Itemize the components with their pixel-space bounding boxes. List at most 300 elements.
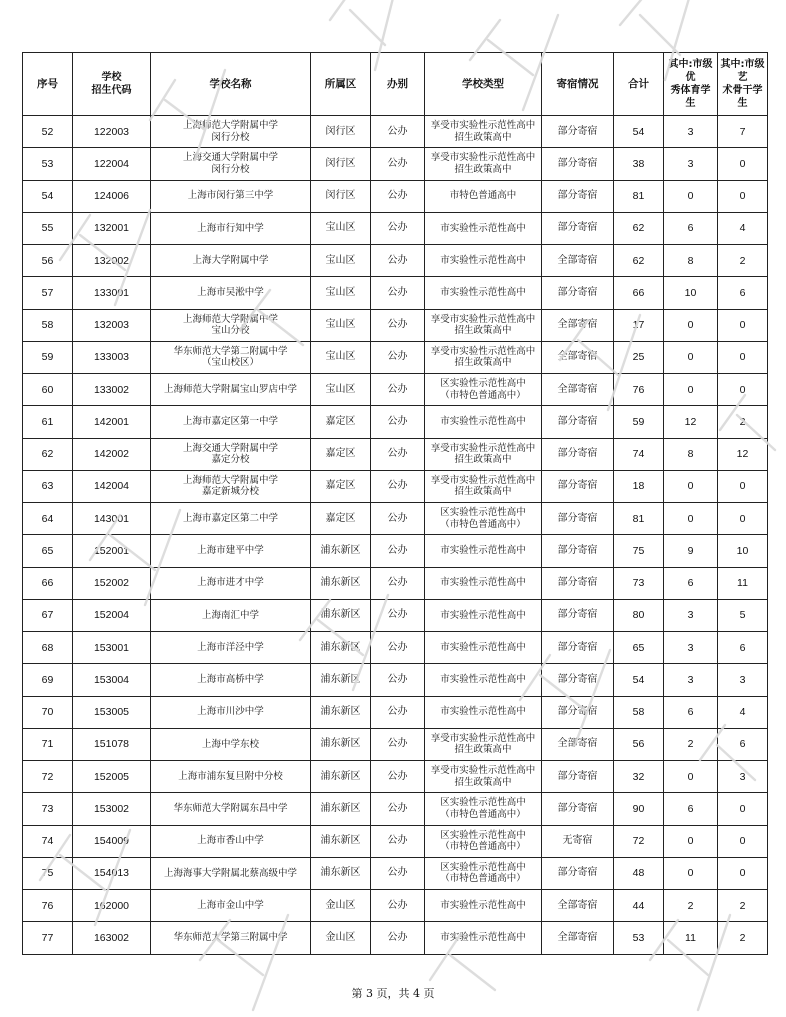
row-boarding: 部分寄宿 [542, 599, 614, 631]
header-type: 学校类型 [425, 53, 542, 116]
row-school-name: 上海南汇中学 [151, 599, 311, 631]
row-seq: 54 [23, 180, 73, 212]
row-sports: 0 [664, 470, 718, 502]
row-seq: 65 [23, 535, 73, 567]
row-boarding: 部分寄宿 [542, 503, 614, 535]
row-seq: 59 [23, 341, 73, 373]
table-row [23, 341, 768, 373]
row-total: 66 [614, 277, 664, 309]
row-district: 宝山区 [311, 309, 371, 341]
row-code: 152001 [73, 535, 151, 567]
row-ownership: 公办 [371, 793, 425, 825]
row-total: 48 [614, 857, 664, 889]
row-code: 142001 [73, 406, 151, 438]
row-total: 56 [614, 728, 664, 760]
row-code: 152005 [73, 761, 151, 793]
row-school-name: 上海师范大学附属中学 闵行分校 [151, 116, 311, 148]
table-row [23, 728, 768, 760]
row-total: 73 [614, 567, 664, 599]
row-district: 闵行区 [311, 180, 371, 212]
row-seq: 53 [23, 148, 73, 180]
row-total: 81 [614, 503, 664, 535]
row-school-name: 上海市嘉定区第一中学 [151, 406, 311, 438]
row-arts: 6 [718, 277, 768, 309]
row-arts: 2 [718, 245, 768, 277]
row-ownership: 公办 [371, 567, 425, 599]
row-district: 宝山区 [311, 245, 371, 277]
row-seq: 55 [23, 212, 73, 244]
table-row [23, 632, 768, 664]
row-sports: 8 [664, 438, 718, 470]
row-school-name: 上海市嘉定区第二中学 [151, 503, 311, 535]
row-ownership: 公办 [371, 857, 425, 889]
row-ownership: 公办 [371, 825, 425, 857]
row-school-name: 上海市浦东复旦附中分校 [151, 761, 311, 793]
table-row [23, 664, 768, 696]
row-code: 133002 [73, 374, 151, 406]
row-seq: 75 [23, 857, 73, 889]
row-code: 153002 [73, 793, 151, 825]
row-arts: 0 [718, 793, 768, 825]
row-total: 72 [614, 825, 664, 857]
row-seq: 69 [23, 664, 73, 696]
row-school-name: 上海市吴淞中学 [151, 277, 311, 309]
row-district: 浦东新区 [311, 793, 371, 825]
row-arts: 12 [718, 438, 768, 470]
row-total: 54 [614, 116, 664, 148]
row-seq: 68 [23, 632, 73, 664]
row-boarding: 全部寄宿 [542, 245, 614, 277]
row-boarding: 部分寄宿 [542, 793, 614, 825]
row-school-type: 市实验性示范性高中 [425, 632, 542, 664]
row-school-type: 市实验性示范性高中 [425, 890, 542, 922]
row-sports: 0 [664, 374, 718, 406]
row-district: 宝山区 [311, 212, 371, 244]
row-school-type: 享受市实验性示范性高中 招生政策高中 [425, 148, 542, 180]
row-school-name: 上海市行知中学 [151, 212, 311, 244]
row-ownership: 公办 [371, 245, 425, 277]
row-sports: 6 [664, 696, 718, 728]
row-total: 62 [614, 212, 664, 244]
table-row [23, 922, 768, 954]
row-boarding: 部分寄宿 [542, 632, 614, 664]
row-sports: 6 [664, 567, 718, 599]
row-school-type: 市实验性示范性高中 [425, 245, 542, 277]
row-school-name: 上海市金山中学 [151, 890, 311, 922]
row-arts: 10 [718, 535, 768, 567]
row-arts: 5 [718, 599, 768, 631]
row-school-type: 市实验性示范性高中 [425, 277, 542, 309]
table-row [23, 890, 768, 922]
row-school-name: 上海市洋泾中学 [151, 632, 311, 664]
row-arts: 4 [718, 696, 768, 728]
row-sports: 12 [664, 406, 718, 438]
table-row [23, 277, 768, 309]
row-total: 76 [614, 374, 664, 406]
row-district: 浦东新区 [311, 599, 371, 631]
row-school-type: 区实验性示范性高中 （市特色普通高中） [425, 857, 542, 889]
row-arts: 0 [718, 503, 768, 535]
row-seq: 76 [23, 890, 73, 922]
table-row [23, 406, 768, 438]
row-arts: 0 [718, 309, 768, 341]
table-row [23, 116, 768, 148]
row-boarding: 部分寄宿 [542, 148, 614, 180]
row-school-type: 市实验性示范性高中 [425, 535, 542, 567]
row-school-type: 享受市实验性示范性高中 招生政策高中 [425, 116, 542, 148]
row-code: 163002 [73, 922, 151, 954]
row-district: 宝山区 [311, 341, 371, 373]
row-ownership: 公办 [371, 212, 425, 244]
row-school-type: 享受市实验性示范性高中 招生政策高中 [425, 470, 542, 502]
row-ownership: 公办 [371, 309, 425, 341]
row-district: 宝山区 [311, 277, 371, 309]
row-school-type: 市实验性示范性高中 [425, 212, 542, 244]
row-arts: 0 [718, 341, 768, 373]
header-arts: 其中:市级艺 术骨干学生 [718, 53, 768, 116]
table-row [23, 825, 768, 857]
row-boarding: 全部寄宿 [542, 922, 614, 954]
row-school-name: 上海市进才中学 [151, 567, 311, 599]
table-row [23, 567, 768, 599]
row-code: 124006 [73, 180, 151, 212]
header-boarding: 寄宿情况 [542, 53, 614, 116]
row-ownership: 公办 [371, 470, 425, 502]
row-total: 17 [614, 309, 664, 341]
row-district: 浦东新区 [311, 632, 371, 664]
table-row [23, 470, 768, 502]
row-code: 143001 [73, 503, 151, 535]
row-sports: 9 [664, 535, 718, 567]
row-total: 90 [614, 793, 664, 825]
row-school-type: 享受市实验性示范性高中 招生政策高中 [425, 309, 542, 341]
row-school-type: 市实验性示范性高中 [425, 664, 542, 696]
row-total: 25 [614, 341, 664, 373]
row-ownership: 公办 [371, 599, 425, 631]
row-ownership: 公办 [371, 922, 425, 954]
row-boarding: 无寄宿 [542, 825, 614, 857]
row-ownership: 公办 [371, 890, 425, 922]
row-boarding: 部分寄宿 [542, 212, 614, 244]
row-boarding: 部分寄宿 [542, 857, 614, 889]
row-sports: 0 [664, 503, 718, 535]
row-arts: 6 [718, 728, 768, 760]
row-school-name: 华东师范大学第三附属中学 [151, 922, 311, 954]
row-school-type: 区实验性示范性高中 （市特色普通高中） [425, 825, 542, 857]
row-district: 浦东新区 [311, 696, 371, 728]
row-total: 53 [614, 922, 664, 954]
row-boarding: 部分寄宿 [542, 180, 614, 212]
row-boarding: 部分寄宿 [542, 470, 614, 502]
row-district: 嘉定区 [311, 470, 371, 502]
row-boarding: 部分寄宿 [542, 696, 614, 728]
row-ownership: 公办 [371, 696, 425, 728]
row-total: 32 [614, 761, 664, 793]
row-code: 152004 [73, 599, 151, 631]
row-school-name: 上海中学东校 [151, 728, 311, 760]
row-district: 浦东新区 [311, 664, 371, 696]
row-seq: 72 [23, 761, 73, 793]
row-school-type: 市特色普通高中 [425, 180, 542, 212]
row-total: 18 [614, 470, 664, 502]
row-sports: 0 [664, 825, 718, 857]
table-row [23, 761, 768, 793]
row-ownership: 公办 [371, 438, 425, 470]
row-sports: 2 [664, 890, 718, 922]
row-school-type: 市实验性示范性高中 [425, 406, 542, 438]
header-name: 学校名称 [151, 53, 311, 116]
row-seq: 77 [23, 922, 73, 954]
row-ownership: 公办 [371, 180, 425, 212]
row-ownership: 公办 [371, 341, 425, 373]
row-sports: 0 [664, 309, 718, 341]
row-district: 嘉定区 [311, 503, 371, 535]
row-school-name: 上海市高桥中学 [151, 664, 311, 696]
row-school-type: 区实验性示范性高中 （市特色普通高中） [425, 793, 542, 825]
header-sports: 其中:市级优 秀体育学生 [664, 53, 718, 116]
row-ownership: 公办 [371, 632, 425, 664]
row-total: 75 [614, 535, 664, 567]
header-district: 所属区 [311, 53, 371, 116]
row-school-name: 上海市建平中学 [151, 535, 311, 567]
row-code: 133001 [73, 277, 151, 309]
row-code: 154009 [73, 825, 151, 857]
row-sports: 8 [664, 245, 718, 277]
table-body [23, 116, 768, 955]
table-row [23, 793, 768, 825]
header-seq: 序号 [23, 53, 73, 116]
row-total: 54 [614, 664, 664, 696]
row-school-name: 上海市闵行第三中学 [151, 180, 311, 212]
row-code: 162000 [73, 890, 151, 922]
row-school-type: 市实验性示范性高中 [425, 567, 542, 599]
row-school-name: 上海交通大学附属中学 嘉定分校 [151, 438, 311, 470]
table-row [23, 535, 768, 567]
row-sports: 6 [664, 793, 718, 825]
row-boarding: 部分寄宿 [542, 116, 614, 148]
row-total: 38 [614, 148, 664, 180]
row-total: 81 [614, 180, 664, 212]
row-total: 59 [614, 406, 664, 438]
row-seq: 74 [23, 825, 73, 857]
row-boarding: 全部寄宿 [542, 341, 614, 373]
row-school-name: 华东师范大学附属东昌中学 [151, 793, 311, 825]
row-code: 142002 [73, 438, 151, 470]
row-arts: 0 [718, 148, 768, 180]
row-code: 153005 [73, 696, 151, 728]
admission-table [22, 52, 767, 955]
row-code: 132003 [73, 309, 151, 341]
row-total: 65 [614, 632, 664, 664]
row-ownership: 公办 [371, 148, 425, 180]
row-school-name: 上海师范大学附属中学 嘉定新城分校 [151, 470, 311, 502]
row-arts: 7 [718, 116, 768, 148]
row-school-name: 上海海事大学附属北蔡高级中学 [151, 857, 311, 889]
row-sports: 3 [664, 116, 718, 148]
row-ownership: 公办 [371, 535, 425, 567]
row-boarding: 全部寄宿 [542, 309, 614, 341]
row-district: 浦东新区 [311, 825, 371, 857]
row-seq: 57 [23, 277, 73, 309]
row-code: 153001 [73, 632, 151, 664]
row-total: 62 [614, 245, 664, 277]
table-row [23, 599, 768, 631]
row-school-name: 上海大学附属中学 [151, 245, 311, 277]
row-school-type: 享受市实验性示范性高中 招生政策高中 [425, 761, 542, 793]
row-boarding: 部分寄宿 [542, 406, 614, 438]
row-sports: 0 [664, 180, 718, 212]
row-sports: 11 [664, 922, 718, 954]
row-arts: 11 [718, 567, 768, 599]
table-row [23, 503, 768, 535]
row-district: 浦东新区 [311, 567, 371, 599]
row-district: 浦东新区 [311, 728, 371, 760]
row-arts: 3 [718, 761, 768, 793]
row-school-type: 市实验性示范性高中 [425, 922, 542, 954]
row-seq: 56 [23, 245, 73, 277]
row-ownership: 公办 [371, 374, 425, 406]
row-boarding: 部分寄宿 [542, 438, 614, 470]
row-seq: 52 [23, 116, 73, 148]
row-arts: 0 [718, 470, 768, 502]
row-code: 132001 [73, 212, 151, 244]
row-school-name: 上海师范大学附属中学 宝山分校 [151, 309, 311, 341]
row-arts: 4 [718, 212, 768, 244]
row-seq: 61 [23, 406, 73, 438]
table-row [23, 245, 768, 277]
row-seq: 62 [23, 438, 73, 470]
row-ownership: 公办 [371, 116, 425, 148]
row-school-type: 享受市实验性示范性高中 招生政策高中 [425, 438, 542, 470]
row-ownership: 公办 [371, 503, 425, 535]
header-code: 学校 招生代码 [73, 53, 151, 116]
row-arts: 0 [718, 825, 768, 857]
row-school-name: 上海交通大学附属中学 闵行分校 [151, 148, 311, 180]
row-school-type: 享受市实验性示范性高中 招生政策高中 [425, 341, 542, 373]
row-school-type: 区实验性示范性高中 （市特色普通高中） [425, 503, 542, 535]
row-district: 浦东新区 [311, 761, 371, 793]
row-sports: 10 [664, 277, 718, 309]
row-sports: 6 [664, 212, 718, 244]
row-ownership: 公办 [371, 664, 425, 696]
table-row [23, 309, 768, 341]
row-sports: 2 [664, 728, 718, 760]
row-code: 153004 [73, 664, 151, 696]
row-arts: 0 [718, 374, 768, 406]
row-school-type: 区实验性示范性高中 （市特色普通高中） [425, 374, 542, 406]
row-district: 宝山区 [311, 374, 371, 406]
row-total: 80 [614, 599, 664, 631]
row-arts: 3 [718, 664, 768, 696]
row-code: 133003 [73, 341, 151, 373]
row-code: 132002 [73, 245, 151, 277]
row-school-type: 市实验性示范性高中 [425, 696, 542, 728]
table-row [23, 857, 768, 889]
row-ownership: 公办 [371, 761, 425, 793]
row-school-name: 华东师范大学第二附属中学 （宝山校区） [151, 341, 311, 373]
row-arts: 2 [718, 922, 768, 954]
table-row [23, 696, 768, 728]
row-seq: 58 [23, 309, 73, 341]
row-district: 闵行区 [311, 116, 371, 148]
row-district: 嘉定区 [311, 406, 371, 438]
row-ownership: 公办 [371, 277, 425, 309]
row-boarding: 全部寄宿 [542, 890, 614, 922]
row-school-name: 上海市川沙中学 [151, 696, 311, 728]
row-school-name: 上海师范大学附属宝山罗店中学 [151, 374, 311, 406]
row-arts: 2 [718, 890, 768, 922]
row-total: 58 [614, 696, 664, 728]
row-total: 44 [614, 890, 664, 922]
row-total: 74 [614, 438, 664, 470]
row-school-type: 享受市实验性示范性高中 招生政策高中 [425, 728, 542, 760]
header-row [23, 53, 768, 116]
row-boarding: 部分寄宿 [542, 535, 614, 567]
row-seq: 60 [23, 374, 73, 406]
row-seq: 67 [23, 599, 73, 631]
row-sports: 3 [664, 664, 718, 696]
header-total: 合计 [614, 53, 664, 116]
row-seq: 73 [23, 793, 73, 825]
page-footer: 第 3 页，共 4 页 [351, 987, 435, 1000]
row-district: 浦东新区 [311, 535, 371, 567]
row-arts: 6 [718, 632, 768, 664]
table-row [23, 374, 768, 406]
row-district: 嘉定区 [311, 438, 371, 470]
row-school-type: 市实验性示范性高中 [425, 599, 542, 631]
row-boarding: 部分寄宿 [542, 761, 614, 793]
row-arts: 0 [718, 857, 768, 889]
row-seq: 66 [23, 567, 73, 599]
row-seq: 71 [23, 728, 73, 760]
row-arts: 0 [718, 180, 768, 212]
row-code: 142004 [73, 470, 151, 502]
row-boarding: 部分寄宿 [542, 567, 614, 599]
row-ownership: 公办 [371, 728, 425, 760]
row-district: 浦东新区 [311, 857, 371, 889]
row-school-name: 上海市香山中学 [151, 825, 311, 857]
row-arts: 2 [718, 406, 768, 438]
row-sports: 0 [664, 341, 718, 373]
row-code: 151078 [73, 728, 151, 760]
row-boarding: 全部寄宿 [542, 374, 614, 406]
table-row [23, 148, 768, 180]
row-code: 122003 [73, 116, 151, 148]
table-row [23, 438, 768, 470]
row-code: 154013 [73, 857, 151, 889]
table-row [23, 180, 768, 212]
row-district: 金山区 [311, 922, 371, 954]
row-sports: 0 [664, 857, 718, 889]
row-boarding: 全部寄宿 [542, 728, 614, 760]
row-boarding: 部分寄宿 [542, 277, 614, 309]
row-sports: 3 [664, 632, 718, 664]
table-row [23, 212, 768, 244]
row-ownership: 公办 [371, 406, 425, 438]
row-sports: 3 [664, 148, 718, 180]
row-code: 122004 [73, 148, 151, 180]
row-sports: 3 [664, 599, 718, 631]
row-district: 金山区 [311, 890, 371, 922]
row-boarding: 部分寄宿 [542, 664, 614, 696]
row-district: 闵行区 [311, 148, 371, 180]
row-sports: 0 [664, 761, 718, 793]
row-code: 152002 [73, 567, 151, 599]
row-seq: 63 [23, 470, 73, 502]
row-seq: 64 [23, 503, 73, 535]
header-ownership: 办别 [371, 53, 425, 116]
row-seq: 70 [23, 696, 73, 728]
